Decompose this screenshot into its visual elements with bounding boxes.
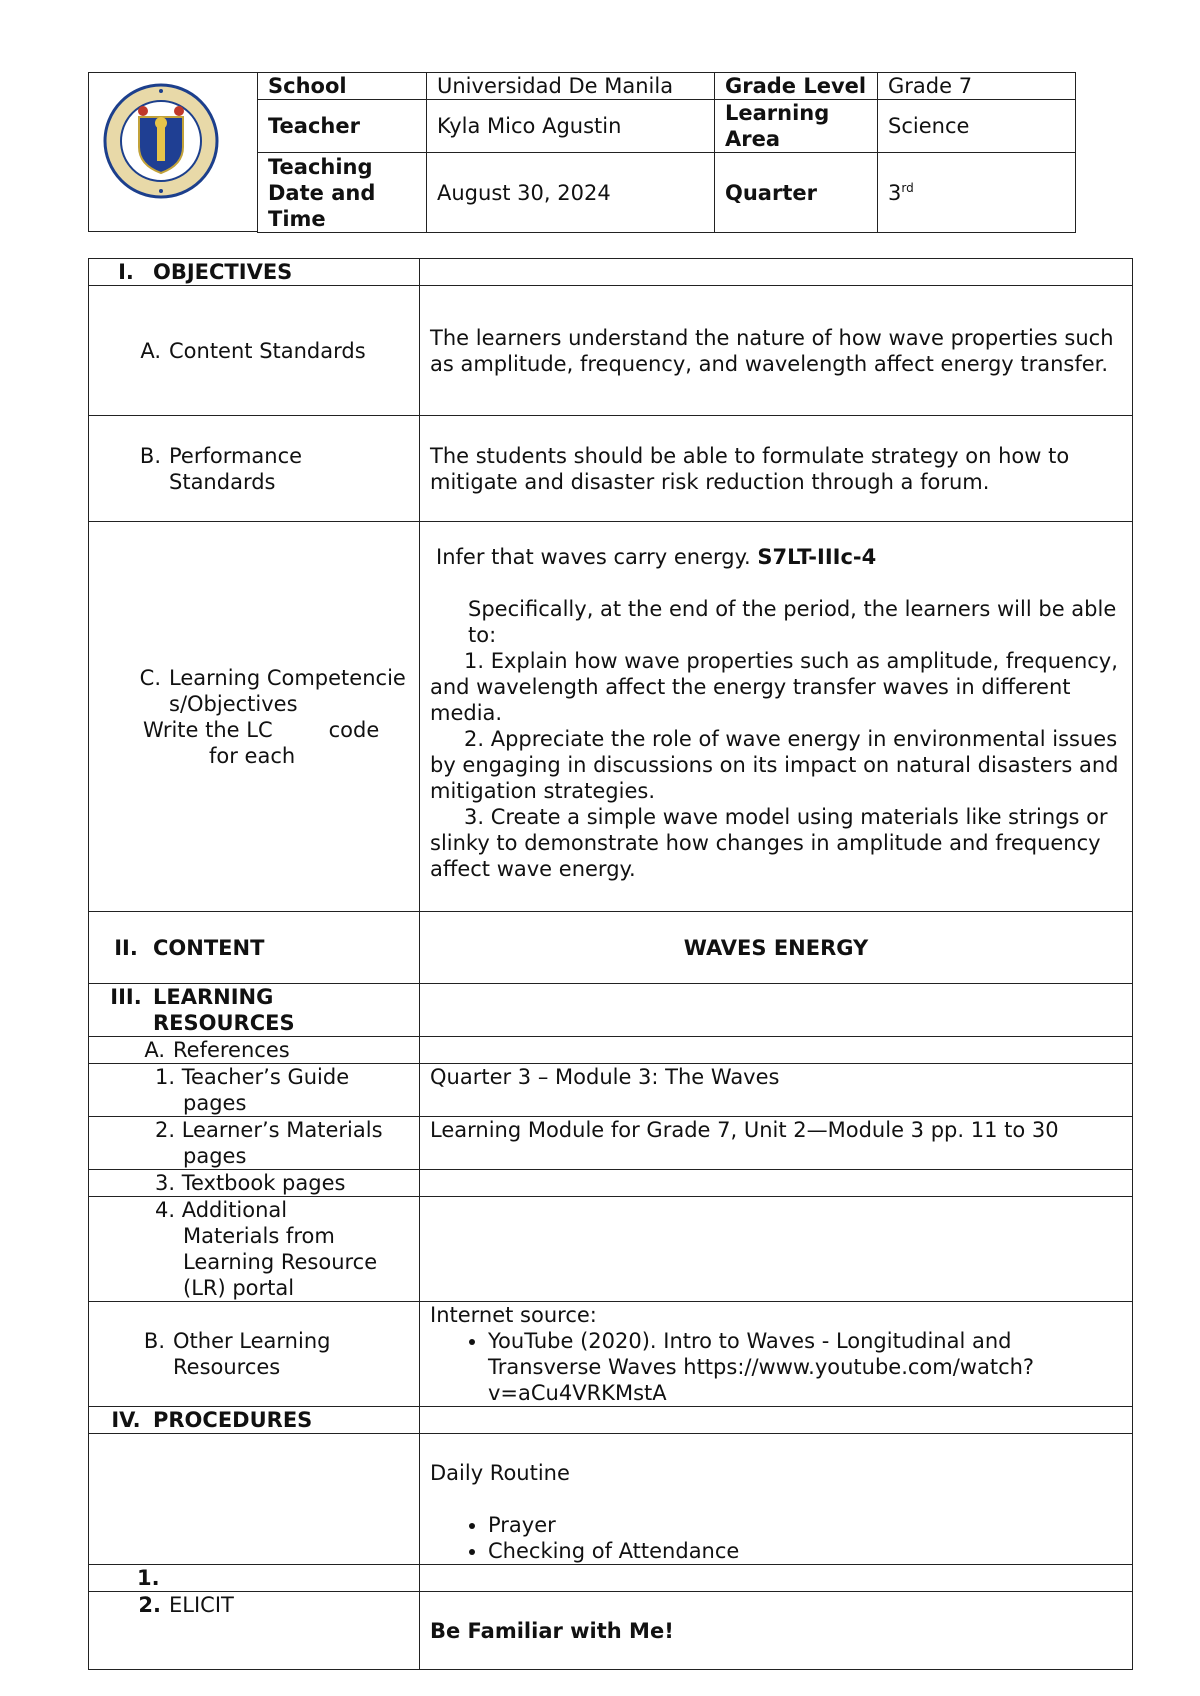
learning-area-label: Learning Area xyxy=(715,100,878,153)
teachers-guide-label: 1. Teacher’s Guide pages xyxy=(89,1064,420,1117)
content-value: WAVES ENERGY xyxy=(420,912,1133,984)
objectives-row xyxy=(89,259,1133,286)
teaching-date-value: August 30, 2024 xyxy=(427,153,715,233)
objective-item: 2. Appreciate the role of wave energy in environmental issues by engaging in discussions on its impact on natural disasters and mitigation strategies. xyxy=(430,727,1119,803)
grade-level-label: Grade Level xyxy=(715,73,878,100)
other-resources-text: Internet source: • YouTube (2020). Intro to Waves - Longitudinal and Transverse Waves https://www.youtube.com/watch?v=aCu4VRKMstA xyxy=(420,1302,1133,1407)
internet-source-item: • YouTube (2020). Intro to Waves - Longitudinal and Transverse Waves https://www.youtube.com/watch?v=aCu4VRKMstA xyxy=(488,1328,1122,1406)
quarter-suffix: rd xyxy=(901,180,914,195)
content-standards-label: A. Content Standards xyxy=(89,286,420,416)
textbook-row xyxy=(89,1170,1133,1197)
additional-materials-label: 4. Additional Materials from Learning Resource (LR) portal xyxy=(89,1197,420,1302)
elicit-label: 2. ELICIT xyxy=(89,1592,420,1670)
quarter-label: Quarter xyxy=(715,153,878,233)
procedures-row xyxy=(89,1407,1133,1434)
section-content: II. CONTENT xyxy=(89,912,420,984)
performance-standards-text: The students should be able to formulate strategy on how to mitigate and disaster risk reduction through a forum. xyxy=(420,416,1133,522)
teacher-value: Kyla Mico Agustin xyxy=(427,100,715,153)
references-label: A. References xyxy=(89,1037,420,1064)
deped-seal-icon xyxy=(101,81,221,201)
references-row xyxy=(89,1037,1133,1064)
daily-routine xyxy=(420,1434,1133,1565)
teaching-date-label: Teaching Date and Time xyxy=(258,153,427,233)
daily-routine-title: Daily Routine xyxy=(430,1461,570,1485)
additional-materials-row xyxy=(89,1197,1133,1302)
learners-materials-row xyxy=(89,1117,1133,1170)
lc-code: S7LT-IIIc-4 xyxy=(757,545,877,569)
elicit-row xyxy=(89,1592,1133,1670)
routine-item: • Prayer xyxy=(488,1512,1122,1538)
learning-area-value: Science xyxy=(878,100,1076,153)
elicit-value: Be Familiar with Me! xyxy=(420,1592,1133,1670)
routine-item: • Checking of Attendance xyxy=(488,1538,1122,1564)
learners-materials-value: Learning Module for Grade 7, Unit 2—Module 3 pp. 11 to 30 xyxy=(420,1117,1133,1170)
learners-materials-label: 2. Learner’s Materials pages xyxy=(89,1117,420,1170)
content-row xyxy=(89,912,1133,984)
other-resources-row xyxy=(89,1302,1133,1407)
section-learning-resources: III. LEARNING RESOURCES xyxy=(89,984,420,1037)
lesson-plan-table xyxy=(88,258,1133,1670)
grade-level-value: Grade 7 xyxy=(878,73,1076,100)
daily-routine-row xyxy=(89,1434,1133,1565)
objective-item: 3. Create a simple wave model using materials like strings or slinky to demonstrate how changes in amplitude and frequency affect wave energy. xyxy=(430,805,1108,881)
header-info-table xyxy=(257,72,1076,233)
other-resources-label: B. Other Learning Resources xyxy=(89,1302,420,1407)
section-objectives: I. OBJECTIVES xyxy=(89,259,420,286)
performance-standards-row xyxy=(89,416,1133,522)
logo-cell xyxy=(88,72,258,232)
teacher-label: Teacher xyxy=(258,100,427,153)
performance-standards-label: B. Performance Standards xyxy=(89,416,420,522)
learning-competencies-text: Infer that waves carry energy. S7LT-IIIc-4 Specifically, at the end of the period, the learners will be able to: 1. Explain how wave properties such as amplitude, frequency, and wavelength affect the energy transfer waves in different media. 2. Appreciate the role of wave energy in environmental issues by engaging in discussions on its impact on natural disasters and mitigation strategies. 3. Create a simple wave model using materials like strings or slinky to demonstrate how changes in amplitude and frequency affect wave energy. xyxy=(420,522,1133,912)
learning-competencies-label: C. Learning Competencies/Objectives Write the LC code for each xyxy=(89,522,420,912)
objective-item: 1. Explain how wave properties such as amplitude, frequency, and wavelength affect the energy transfer waves in different media. xyxy=(430,649,1118,725)
section-procedures: IV. PROCEDURES xyxy=(89,1407,420,1434)
content-standards-row xyxy=(89,286,1133,416)
school-label: School xyxy=(258,73,427,100)
step-1-row xyxy=(89,1565,1133,1592)
school-value: Universidad De Manila xyxy=(427,73,715,100)
content-standards-text: The learners understand the nature of how wave properties such as amplitude, frequency, and wavelength affect energy transfer. xyxy=(420,286,1133,416)
learning-resources-row xyxy=(89,984,1133,1037)
teachers-guide-value: Quarter 3 – Module 3: The Waves xyxy=(420,1064,1133,1117)
step-1-label: 1. xyxy=(89,1565,420,1592)
textbook-label: 3. Textbook pages xyxy=(89,1170,420,1197)
learning-competencies-row xyxy=(89,522,1133,912)
quarter-value: 3rd xyxy=(878,153,1076,233)
teachers-guide-row xyxy=(89,1064,1133,1117)
